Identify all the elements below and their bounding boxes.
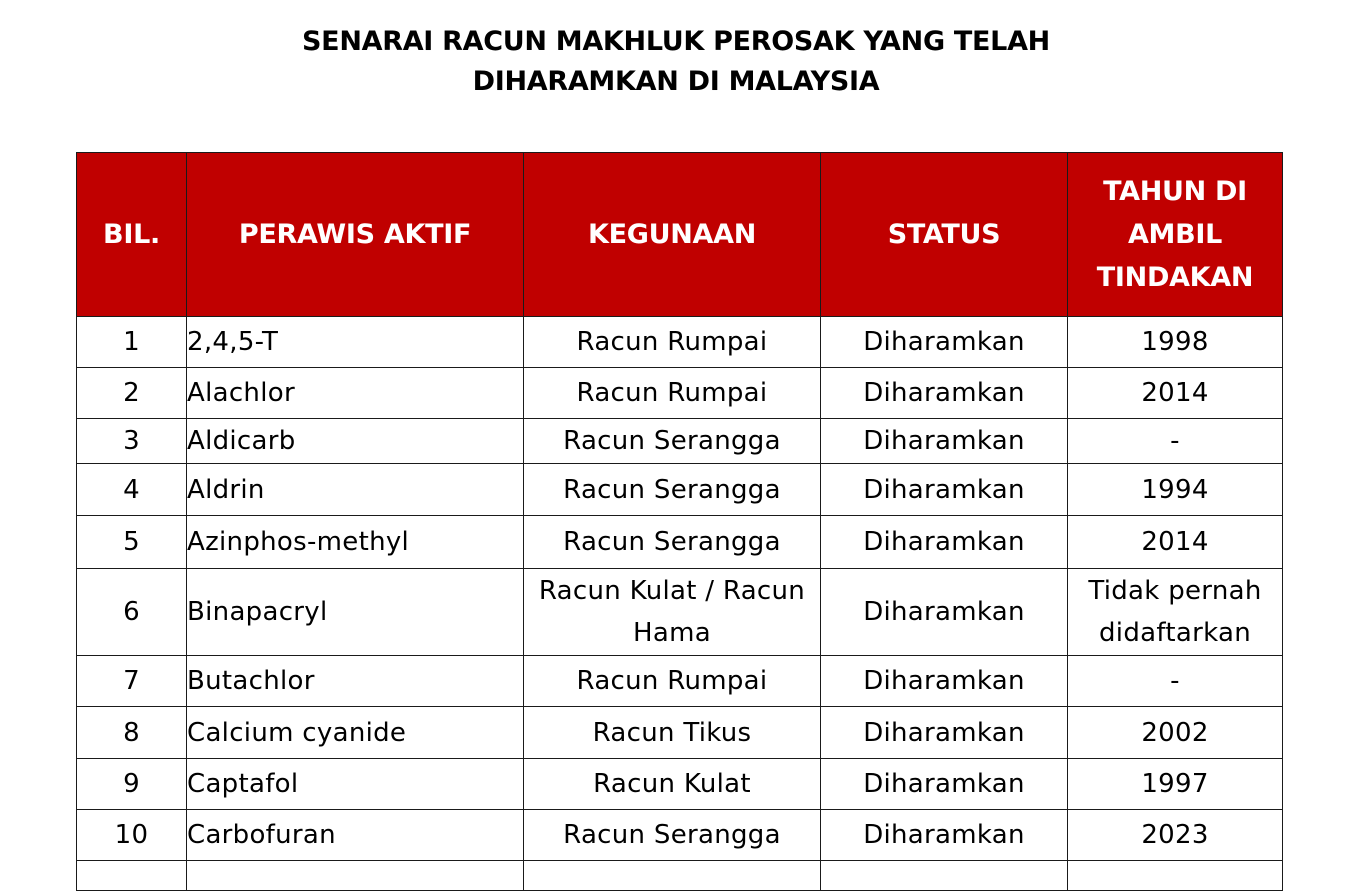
cell-year: 2002	[1068, 707, 1283, 759]
cell-no: 10	[77, 810, 187, 861]
table-header	[77, 153, 1283, 317]
table-row	[77, 656, 1283, 707]
cell-ingredient: Butachlor	[187, 656, 524, 707]
cell-status	[821, 861, 1068, 891]
cell-status: Diharamkan	[821, 368, 1068, 419]
cell-use: Racun Rumpai	[524, 656, 821, 707]
header-ingredient: PERAWIS AKTIF	[187, 153, 524, 317]
header-year	[1068, 153, 1283, 317]
table-row	[77, 569, 1283, 656]
cell-no	[77, 861, 187, 891]
cell-no: 7	[77, 656, 187, 707]
cell-ingredient: Captafol	[187, 759, 524, 810]
table-row	[77, 861, 1283, 891]
title-line-2: DIHARAMKAN DI MALAYSIA	[472, 66, 880, 97]
cell-year-line-1: Tidak pernah	[1088, 576, 1262, 606]
table-row	[77, 516, 1283, 569]
cell-year: 1997	[1068, 759, 1283, 810]
cell-use	[524, 569, 821, 656]
cell-no: 2	[77, 368, 187, 419]
header-year-line-1: TAHUN DI	[1103, 176, 1247, 207]
cell-ingredient: Aldicarb	[187, 419, 524, 464]
cell-no: 5	[77, 516, 187, 569]
cell-status: Diharamkan	[821, 464, 1068, 516]
document-title	[0, 22, 1352, 102]
cell-ingredient: Alachlor	[187, 368, 524, 419]
cell-status: Diharamkan	[821, 419, 1068, 464]
table-row	[77, 368, 1283, 419]
cell-use: Racun Kulat	[524, 759, 821, 810]
cell-status: Diharamkan	[821, 656, 1068, 707]
table-body	[77, 317, 1283, 891]
cell-year: 1998	[1068, 317, 1283, 368]
cell-no: 8	[77, 707, 187, 759]
cell-status: Diharamkan	[821, 317, 1068, 368]
cell-status: Diharamkan	[821, 759, 1068, 810]
cell-use: Racun Serangga	[524, 419, 821, 464]
cell-use: Racun Serangga	[524, 810, 821, 861]
cell-ingredient: Aldrin	[187, 464, 524, 516]
table-row	[77, 317, 1283, 368]
table-row	[77, 464, 1283, 516]
cell-use-line-2: Hama	[633, 618, 711, 648]
cell-status: Diharamkan	[821, 516, 1068, 569]
cell-use: Racun Serangga	[524, 516, 821, 569]
title-line-1: SENARAI RACUN MAKHLUK PEROSAK YANG TELAH	[302, 26, 1050, 57]
header-year-line-3: TINDAKAN	[1096, 262, 1254, 293]
cell-ingredient: Binapacryl	[187, 569, 524, 656]
header-no: BIL.	[77, 153, 187, 317]
cell-year: -	[1068, 656, 1283, 707]
cell-year: 2014	[1068, 368, 1283, 419]
header-year-line-2: AMBIL	[1127, 219, 1223, 250]
cell-year	[1068, 861, 1283, 891]
cell-status: Diharamkan	[821, 810, 1068, 861]
cell-ingredient: Carbofuran	[187, 810, 524, 861]
cell-use	[524, 861, 821, 891]
cell-no: 1	[77, 317, 187, 368]
header-row	[77, 153, 1283, 317]
cell-year-line-2: didaftarkan	[1099, 618, 1251, 648]
cell-ingredient: Azinphos-methyl	[187, 516, 524, 569]
table-row	[77, 810, 1283, 861]
table-row	[77, 759, 1283, 810]
header-status: STATUS	[821, 153, 1068, 317]
cell-use: Racun Rumpai	[524, 368, 821, 419]
cell-use-line-1: Racun Kulat / Racun	[538, 576, 806, 606]
cell-ingredient	[187, 861, 524, 891]
cell-ingredient: Calcium cyanide	[187, 707, 524, 759]
header-use: KEGUNAAN	[524, 153, 821, 317]
cell-status: Diharamkan	[821, 569, 1068, 656]
cell-year: 2014	[1068, 516, 1283, 569]
cell-no: 3	[77, 419, 187, 464]
cell-ingredient: 2,4,5-T	[187, 317, 524, 368]
table-row	[77, 707, 1283, 759]
cell-year: -	[1068, 419, 1283, 464]
cell-year	[1068, 569, 1283, 656]
cell-no: 4	[77, 464, 187, 516]
cell-no: 6	[77, 569, 187, 656]
cell-no: 9	[77, 759, 187, 810]
cell-status: Diharamkan	[821, 707, 1068, 759]
table-row	[77, 419, 1283, 464]
banned-pesticide-table	[76, 152, 1283, 891]
cell-use: Racun Rumpai	[524, 317, 821, 368]
cell-use: Racun Serangga	[524, 464, 821, 516]
cell-year: 2023	[1068, 810, 1283, 861]
cell-use: Racun Tikus	[524, 707, 821, 759]
cell-year: 1994	[1068, 464, 1283, 516]
